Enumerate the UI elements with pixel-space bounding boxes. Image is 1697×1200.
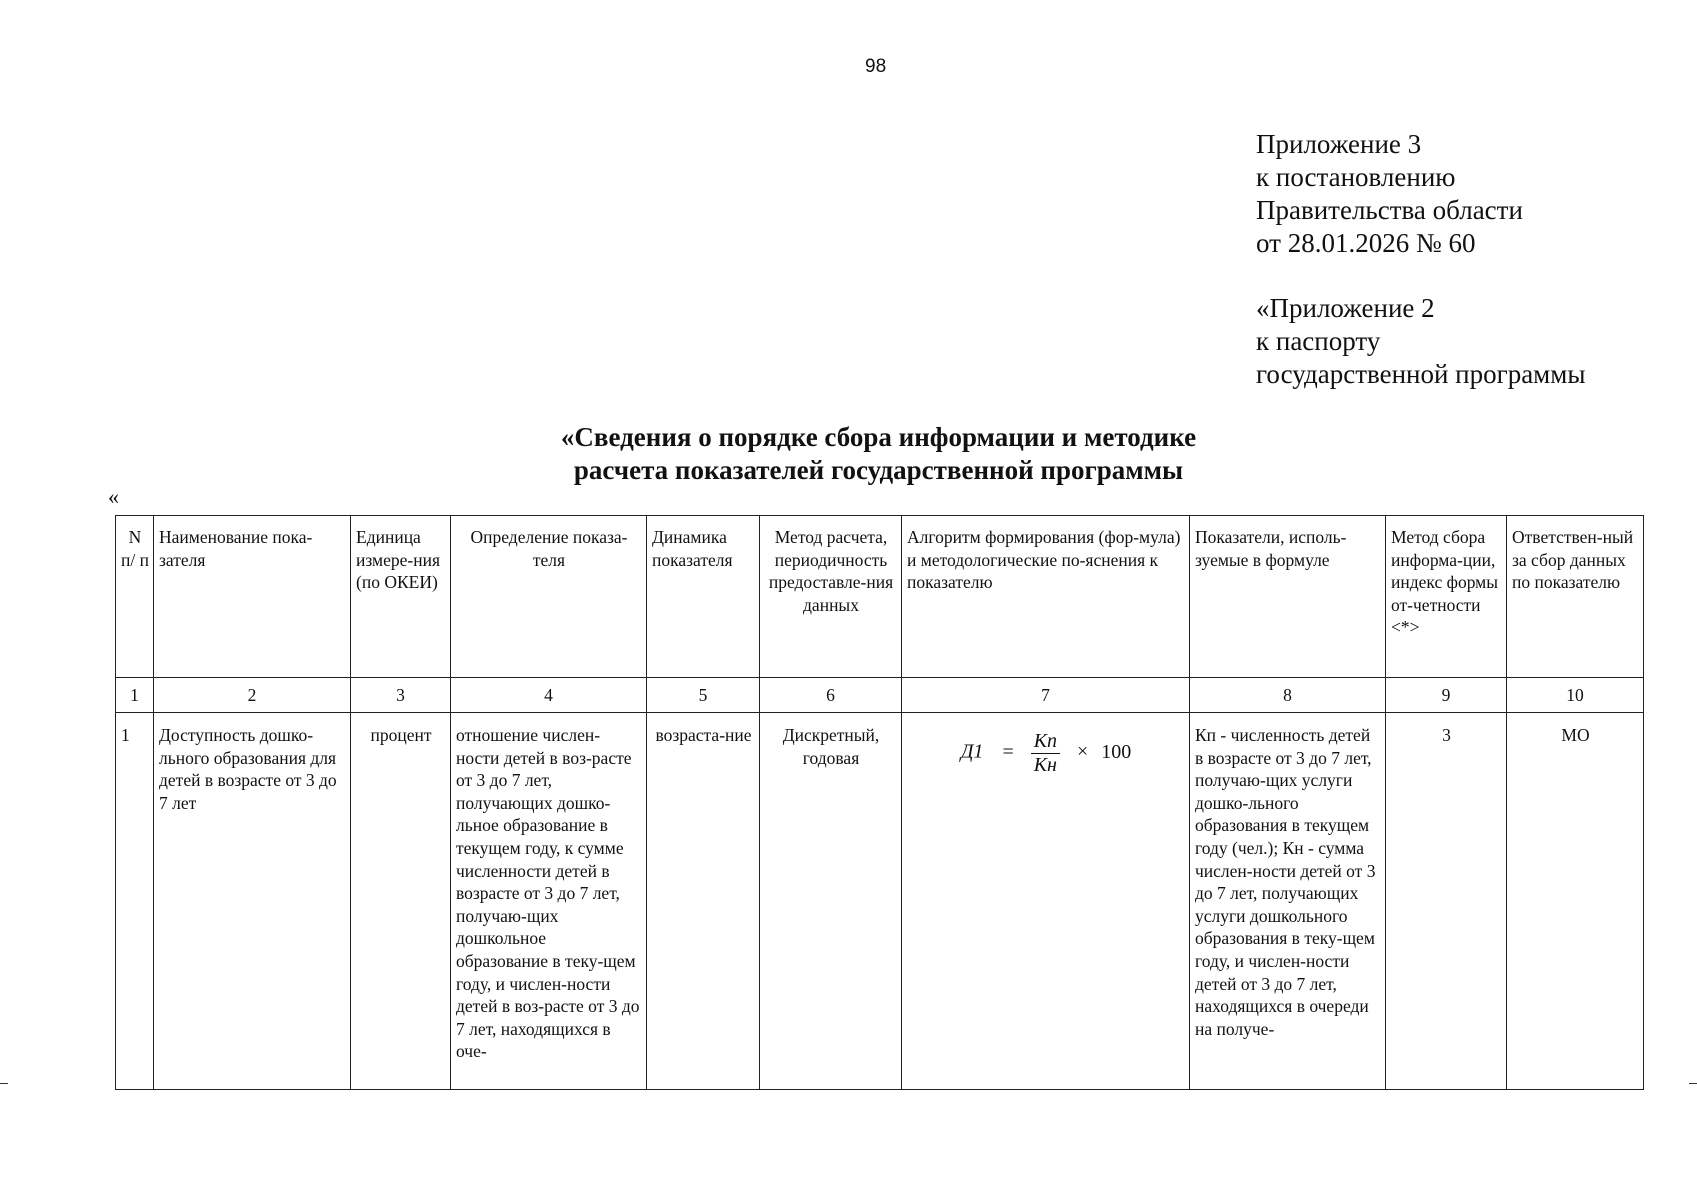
header-calculation-method: Метод расчета, периодичность предоставле-ния данных [760, 516, 902, 678]
header-algorithm: Алгоритм формирования (фор-мула) и методологические по-яснения к показателю [902, 516, 1190, 678]
indicator-definition: отношение числен-ности детей в воз-расте от 3 до 7 лет, получающих дошко-льное образование в текущем году, к сумме численности детей в возрасте от 3 до 7 лет, получаю-щих дошкольное образование в теку-щем году, и числен-ности детей в воз-расте от 3 до 7 лет, находящихся в оче- [451, 713, 647, 1090]
appendix-line: Приложение 3 [1256, 129, 1422, 159]
row-number: 1 [116, 713, 154, 1090]
column-number-row [116, 678, 1644, 713]
appendix-quoted-line: «Приложение 2 [1256, 293, 1435, 323]
column-number: 8 [1190, 678, 1386, 713]
column-number: 4 [451, 678, 647, 713]
formula-fraction [1031, 730, 1060, 776]
header-indicator-name: Наименование пока-зателя [154, 516, 351, 678]
header-formula-indicators: Показатели, исполь-зуемые в формуле [1190, 516, 1386, 678]
title-line-2: расчета показателей государственной программы [573, 455, 1184, 485]
column-number: 10 [1507, 678, 1644, 713]
table-row [116, 713, 1644, 1090]
column-number: 7 [902, 678, 1190, 713]
column-number: 5 [647, 678, 760, 713]
formula-multiplier: 100 [1101, 740, 1132, 763]
header-dynamics: Динамика показателя [647, 516, 760, 678]
column-number: 3 [351, 678, 451, 713]
formula-numerator: Кп [1031, 730, 1060, 754]
appendix-quoted-line: государственной программы [1256, 359, 1586, 389]
opening-quote: « [108, 484, 119, 509]
header-responsible: Ответствен-ный за сбор данных по показателю [1507, 516, 1644, 678]
column-number: 9 [1386, 678, 1507, 713]
indicator-calculation-method: Дискретный, годовая [760, 713, 902, 1090]
document-title [300, 421, 1457, 487]
appendix-line: от 28.01.2026 № 60 [1256, 228, 1476, 258]
appendix-line: Правительства области [1256, 195, 1523, 225]
responsible-party: МО [1507, 713, 1644, 1090]
appendix-line: к постановлению [1256, 162, 1456, 192]
formula-lhs: Д1 [960, 740, 984, 763]
page-number: 98 [865, 56, 887, 77]
table-header-row [116, 516, 1644, 678]
indicator-dynamics: возраста-ние [647, 713, 760, 1090]
formula-indicators: Кп - численность детей в возрасте от 3 до 7 лет, получаю-щих услуги дошко-льного образования в текущем году (чел.); Кн - сумма числен-ности детей от 3 до 7 лет, получающих услуги дошкольного образования в теку-щем году, и числен-ности детей от 3 до 7 лет, находящихся в очереди на получе- [1190, 713, 1386, 1090]
left-margin-mark [0, 1083, 8, 1084]
column-number: 1 [116, 678, 154, 713]
header-definition: Определение показа-теля [451, 516, 647, 678]
header-unit: Единица измере-ния (по ОКЕИ) [351, 516, 451, 678]
indicators-table [115, 515, 1644, 1090]
header-collection-method: Метод сбора информа-ции, индекс формы от-четности <*> [1386, 516, 1507, 678]
header-number: N п/ п [116, 516, 154, 678]
indicator-unit: процент [351, 713, 451, 1090]
formula [907, 724, 1185, 776]
appendix-quoted-line: к паспорту [1256, 326, 1381, 356]
column-number: 6 [760, 678, 902, 713]
right-margin-mark [1689, 1083, 1697, 1084]
appendix-block [1256, 128, 1586, 391]
indicator-name: Доступность дошко-льного образования для детей в возрасте от 3 до 7 лет [154, 713, 351, 1090]
formula-denominator: Кн [1033, 753, 1057, 776]
formula-equals: = [1002, 740, 1014, 763]
formula-times: × [1077, 740, 1089, 763]
indicator-formula [902, 713, 1190, 1090]
column-number: 2 [154, 678, 351, 713]
title-line-1: «Сведения о порядке сбора информации и методике [560, 422, 1197, 452]
collection-method: 3 [1386, 713, 1507, 1090]
